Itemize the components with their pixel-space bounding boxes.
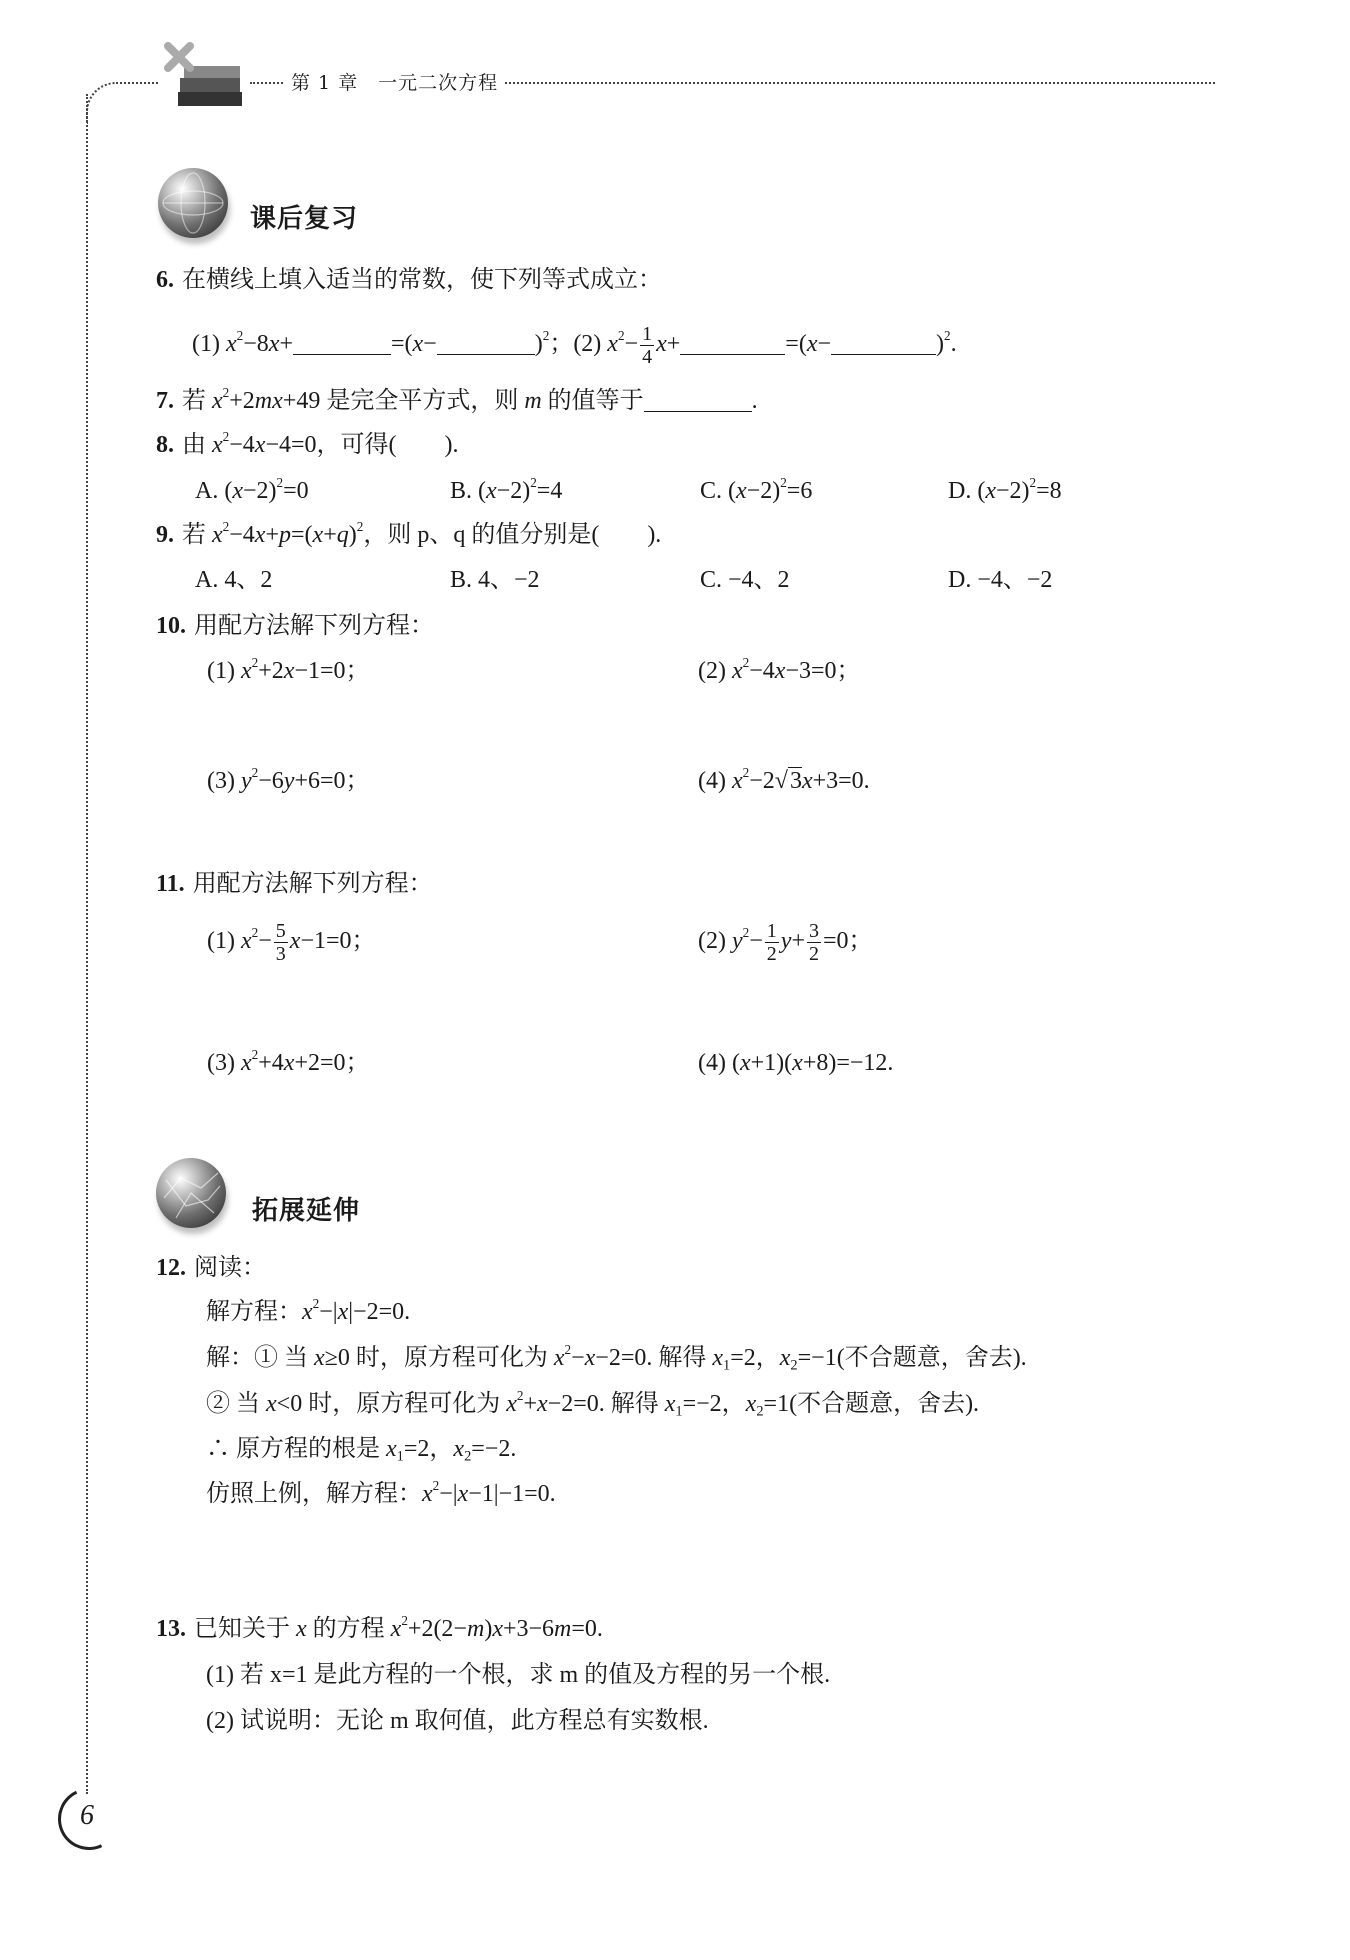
question-11-2: (2) $y^2-$ $\frac{1}{2}$ y+ $\frac{3}{2}$ =0； bbox=[698, 920, 873, 965]
question-10: 10. 用配方法解下列方程： bbox=[156, 611, 434, 639]
blank-6-1a[interactable] bbox=[293, 332, 391, 355]
option-8b[interactable]: B. $(x-2)^2=4$ bbox=[450, 474, 563, 504]
question-11-4: (4) (x+1)(x+8)=−12. bbox=[698, 1050, 894, 1076]
question-10-1: (1) $x^2+2x-1=0$； bbox=[207, 654, 370, 684]
question-12-line1: 解方程：$x^2-|x|-2=0$. bbox=[206, 1295, 411, 1325]
blank-6-2b[interactable] bbox=[831, 332, 936, 355]
fraction-6: $\frac{1}{4}$ bbox=[642, 323, 653, 368]
question-7: 7. 若 $x^2+2mx+49$ 是完全平方式，则 m 的值等于 . bbox=[156, 384, 758, 414]
option-9a[interactable]: A. 4、2 bbox=[195, 567, 273, 593]
margin-dotted-line bbox=[86, 94, 88, 1794]
network-globe-icon bbox=[156, 1158, 226, 1228]
question-12-line3: ② 当 x<0 时，原方程可化为 $x^2+x-2=0$. 解得 $x_1=-2$，$x_2=1$(不合题意，舍去). bbox=[206, 1387, 980, 1420]
chapter-header: 第 1 章 一元二次方程 bbox=[285, 68, 504, 95]
question-11-3: (3) $x^2+4x+2=0$； bbox=[207, 1046, 370, 1076]
question-11-1: (1) $x^2-$ $\frac{5}{3}$ x−1=0； bbox=[207, 920, 376, 965]
blank-7[interactable] bbox=[644, 389, 752, 412]
option-9c[interactable]: C. −4、2 bbox=[700, 567, 790, 593]
books-logo-icon bbox=[150, 38, 250, 118]
option-9d[interactable]: D. −4、−2 bbox=[948, 567, 1053, 593]
question-12-line2: 解：① 当 x≥0 时，原方程可化为 $x^2-x-2=0$. 解得 $x_1=2$，$x_2=-1$(不合题意，舍去). bbox=[206, 1341, 1027, 1374]
question-10-3: (3) $y^2-6y+6=0$； bbox=[207, 764, 370, 794]
globe-icon bbox=[158, 168, 228, 238]
question-10-4: (4) $x^2-2√3x+3=0$. bbox=[698, 764, 870, 794]
question-9: 9. 若 $x^2-4x+p=(x+q)^2$，则 p、q 的值分别是( ). bbox=[156, 518, 662, 548]
option-8c[interactable]: C. $(x-2)^2=6$ bbox=[700, 474, 813, 504]
page-number: 6 bbox=[80, 1800, 94, 1831]
option-8d[interactable]: D. $(x-2)^2=8$ bbox=[948, 474, 1062, 504]
section-title-extension: 拓展延伸 bbox=[252, 1196, 361, 1226]
blank-6-1b[interactable] bbox=[437, 332, 535, 355]
question-6-parts: (1) $x^2-8x+ =(x- )^2$；(2) $x^2-$ $\frac{1}{4}$ $x+ =(x- )^2$. bbox=[192, 323, 957, 368]
question-12: 12. 阅读： bbox=[156, 1253, 266, 1281]
blank-6-2a[interactable] bbox=[680, 332, 785, 355]
question-13-1: (1) 若 x=1 是此方程的一个根，求 m 的值及方程的另一个根. bbox=[206, 1662, 831, 1688]
question-13: 13. 已知关于 x 的方程 $x^2+2(2-m)x+3-6m=0$. bbox=[156, 1612, 603, 1642]
margin-dotted-corner bbox=[86, 82, 158, 124]
section-title-review: 课后复习 bbox=[250, 204, 359, 234]
question-12-line5: 仿照上例，解方程：$x^2-|x-1|-1=0$. bbox=[206, 1477, 556, 1507]
question-12-line4: ∴ 原方程的根是 $x_1=2$，$x_2=-2$. bbox=[206, 1436, 517, 1465]
question-8: 8. 由 $x^2-4x-4=0$，可得( ). bbox=[156, 428, 459, 458]
question-6-stem: 在横线上填入适当的常数，使下列等式成立： bbox=[182, 265, 662, 293]
question-10-2: (2) $x^2-4x-3=0$； bbox=[698, 654, 861, 684]
question-13-2: (2) 试说明：无论 m 取何值，此方程总有实数根. bbox=[206, 1708, 709, 1734]
option-9b[interactable]: B. 4、−2 bbox=[450, 567, 540, 593]
question-6: 6. 在横线上填入适当的常数，使下列等式成立： bbox=[156, 265, 662, 293]
question-11: 11. 用配方法解下列方程： bbox=[156, 869, 433, 897]
option-8a[interactable]: A. $(x-2)^2=0$ bbox=[195, 474, 309, 504]
